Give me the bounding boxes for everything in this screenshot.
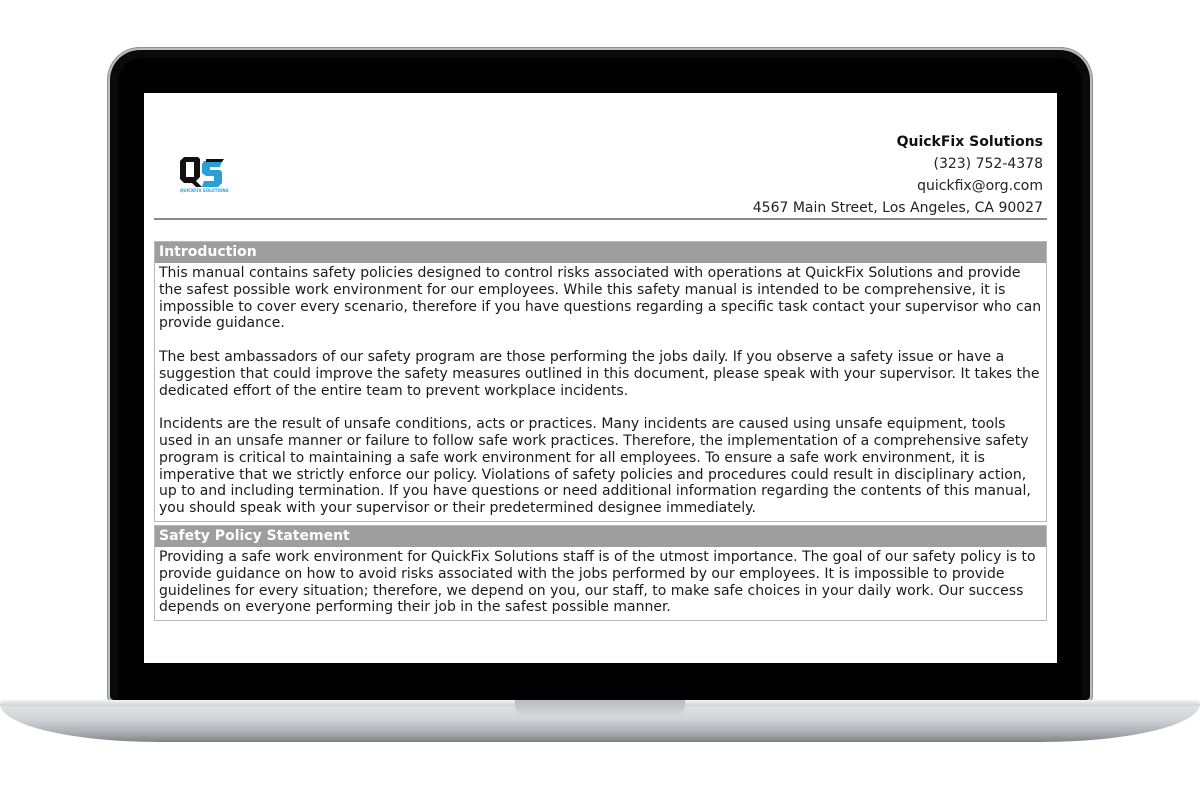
company-name: QuickFix Solutions	[896, 134, 1043, 150]
company-email: quickfix@org.com	[917, 178, 1043, 194]
section-body	[155, 263, 1046, 521]
company-phone: (323) 752-4378	[933, 156, 1043, 172]
paragraph: Incidents are the result of unsafe conditions, acts or practices. Many incidents are caused using unsafe equipment, tools used in an unsafe manner or failure to follow safe work practices. Therefore, the implementation of a comprehensive safety program is critical to maintaining a safe work environment for all employees. To ensure a safe work environment, it is imperative that we strictly enforce our policy. Violations of safety policies and procedures could result in disciplinary action, up to and including termination. If you have questions or need additional information regarding the contents of this manual, you should speak with your supervisor or their predetermined designee immediately.	[159, 416, 1031, 517]
paragraph: Providing a safe work environment for QuickFix Solutions staff is of the utmost importance. The goal of our safety policy is to provide guidance on how to avoid risks associated with the jobs performed by our employees. It is impossible to provide guidelines for every situation; therefore, we depend on you, our staff, to make safe choices in your daily work. Our success depends on everyone performing their job in the safest possible manner.	[159, 549, 1036, 616]
introduction-section	[154, 241, 1047, 522]
document-screen	[144, 93, 1057, 663]
company-address: 4567 Main Street, Los Angeles, CA 90027	[752, 200, 1043, 216]
paragraph: This manual contains safety policies designed to control risks associated with operations at QuickFix Solutions and provide the safest possible work environment for our employees. While this safety manual is intended to be comprehensive, it is impossible to cover every scenario, therefore if you have questions regarding a specific task contact your supervisor who can provide guidance.	[159, 265, 1042, 332]
logo-tagline: QUICKFIX SOLUTIONS	[180, 188, 229, 193]
company-logo	[178, 155, 238, 195]
company-contact-block	[753, 131, 1043, 219]
section-title: Safety Policy Statement	[155, 526, 1046, 547]
document-header	[154, 93, 1047, 220]
laptop-notch	[515, 700, 685, 718]
section-title: Introduction	[155, 242, 1046, 263]
safety-policy-section	[154, 525, 1047, 621]
paragraph: The best ambassadors of our safety program are those performing the jobs daily. If you observe a safety issue or have a suggestion that could improve the safety measures outlined in this document, please speak with your supervisor. It takes the dedicated effort of the entire team to prevent workplace incidents.	[159, 348, 1040, 399]
section-body	[155, 547, 1046, 620]
